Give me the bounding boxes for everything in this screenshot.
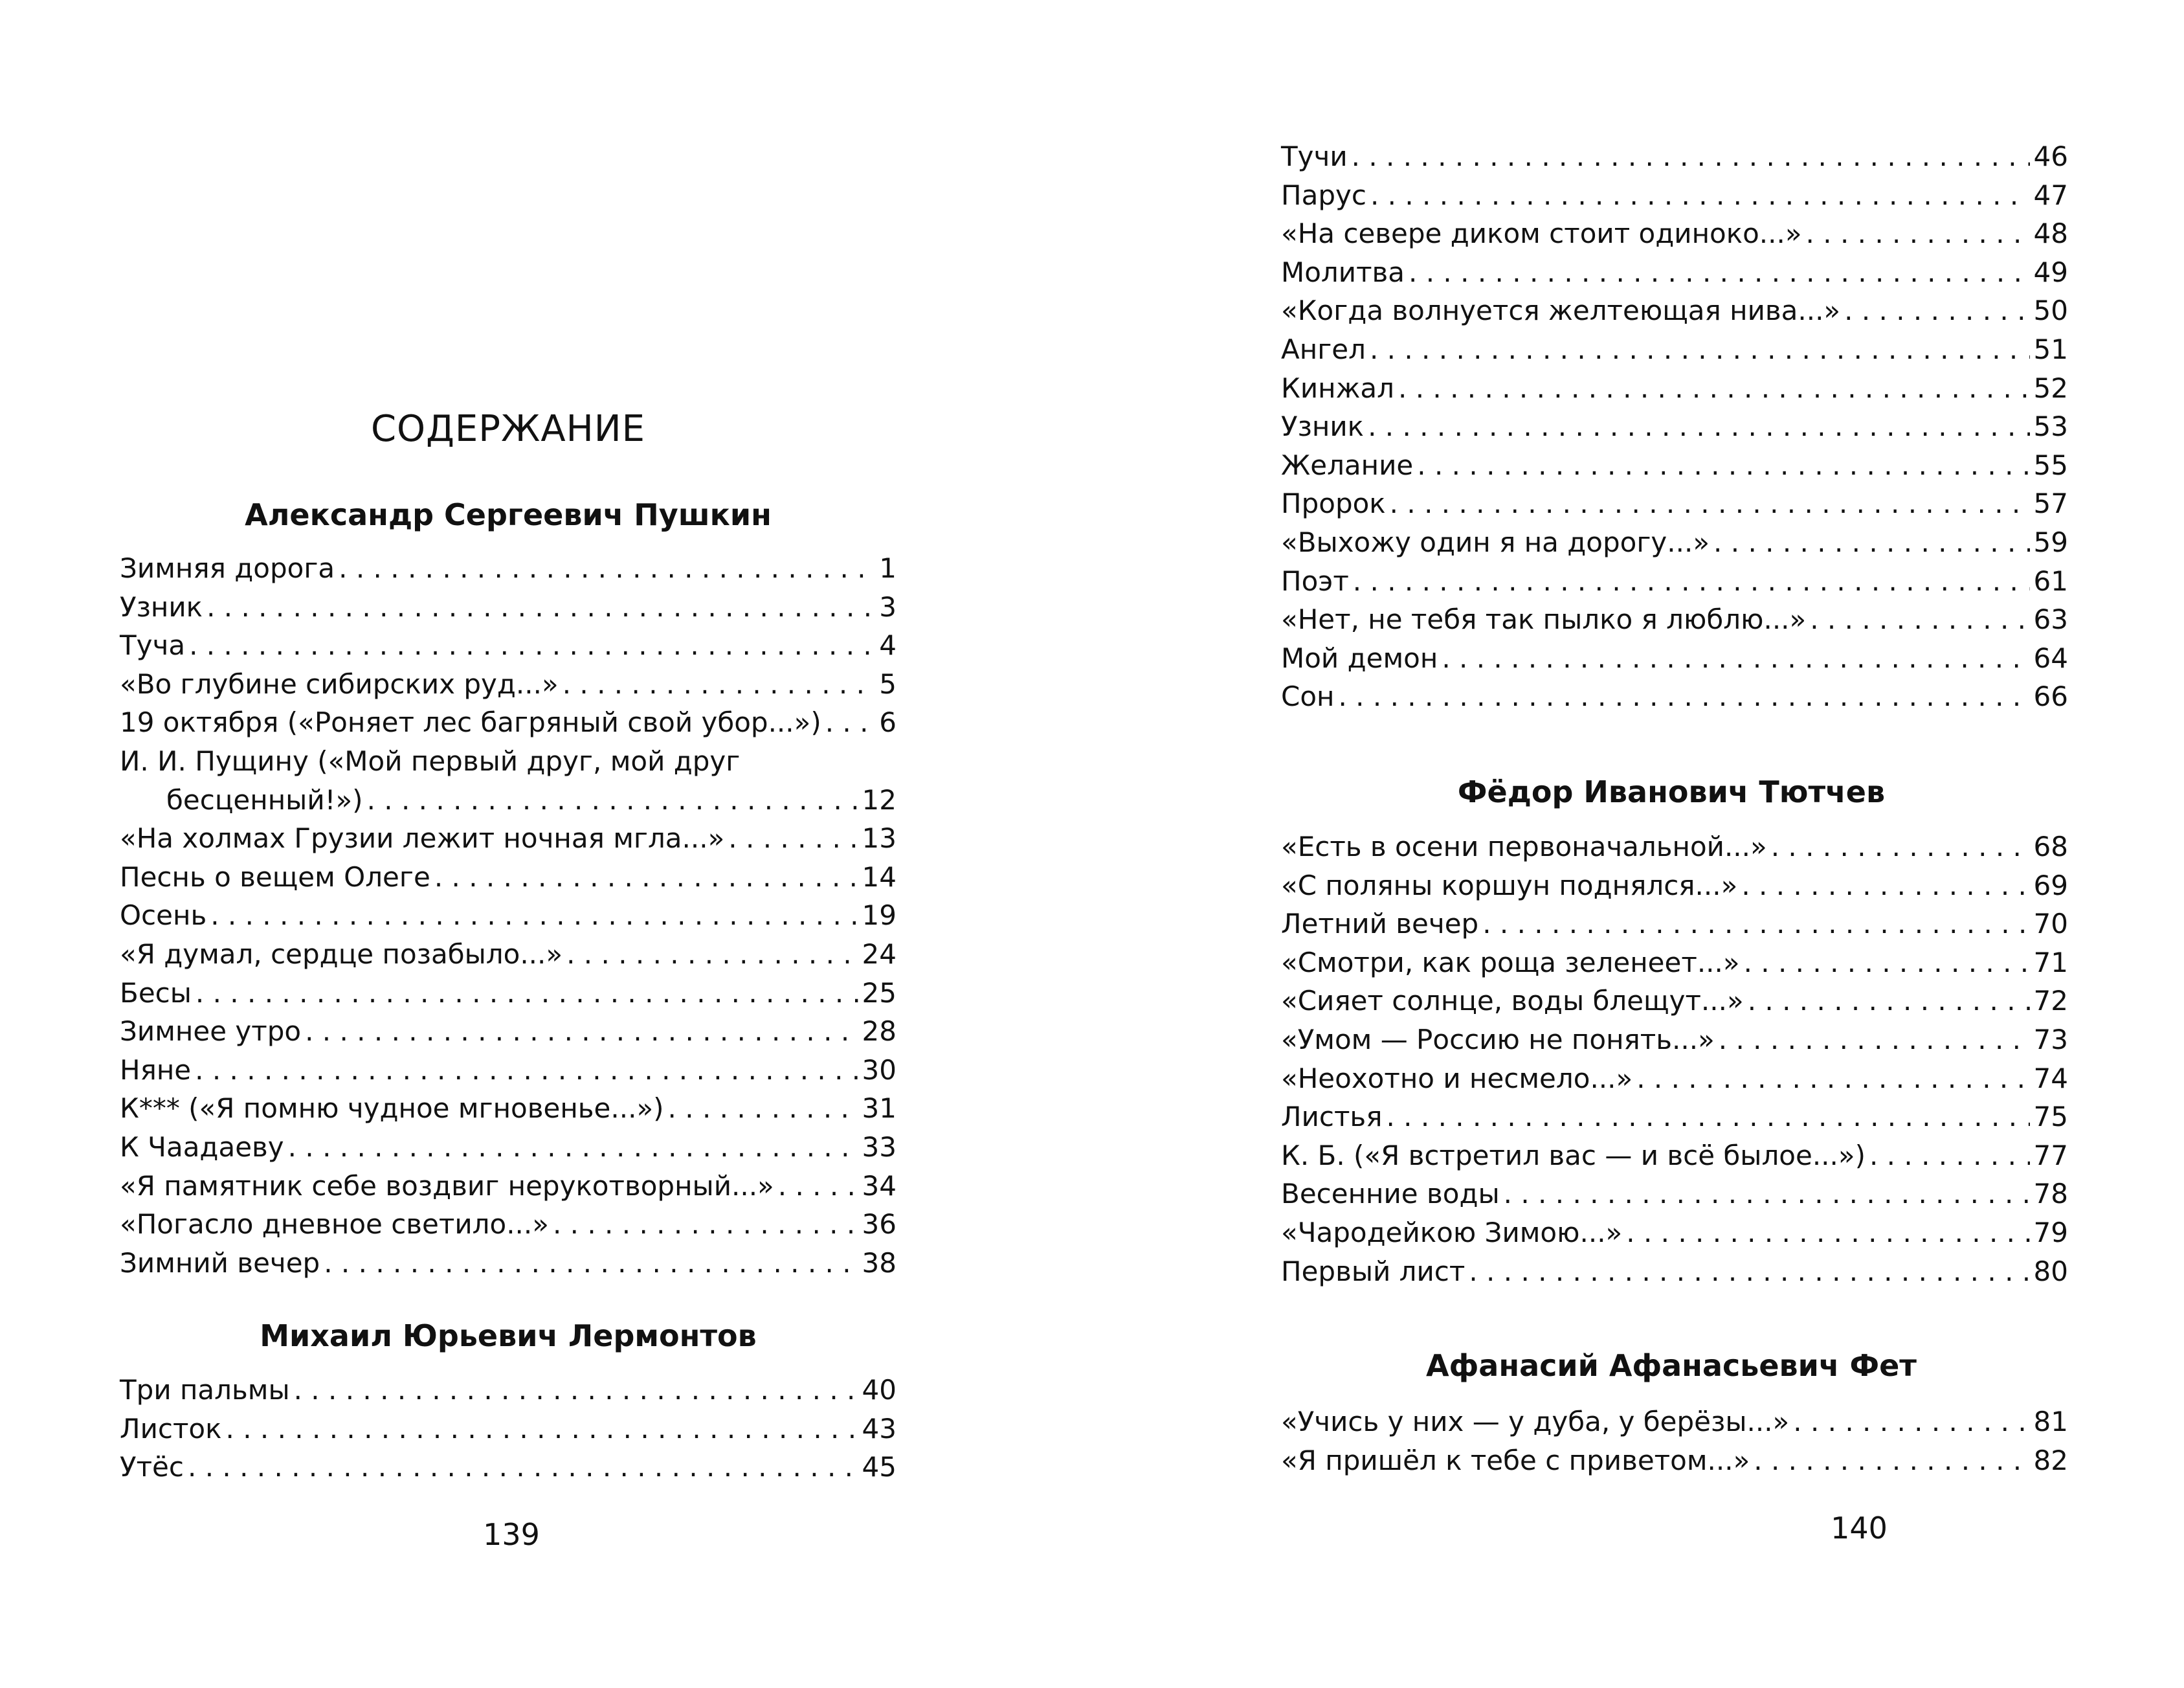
- toc-entry-title: «Чародейкою Зимою...»: [1281, 1216, 1623, 1248]
- toc-entry: [120, 781, 897, 820]
- toc-entry-page: 82: [2033, 1444, 2068, 1476]
- toc-entry-title-continued: бесценный!»): [166, 783, 363, 816]
- dot-leader: [324, 1244, 858, 1283]
- dot-leader: [434, 858, 858, 897]
- dot-leader: [1469, 1252, 2029, 1291]
- author-heading-tyutchev: Фёдор Иванович Тютчев: [1457, 774, 1886, 809]
- toc-entry-title: Зимнее утро: [120, 1015, 302, 1048]
- dot-leader: [1793, 1402, 2029, 1441]
- dot-leader: [294, 1371, 858, 1410]
- toc-entry: [1281, 1252, 2068, 1291]
- toc-entry-page: 78: [2033, 1178, 2068, 1210]
- toc-entry: [1281, 446, 2068, 485]
- dot-leader: [367, 781, 858, 820]
- toc-entry-title: Сон: [1281, 681, 1335, 713]
- toc-entry-page: 63: [2033, 603, 2068, 636]
- toc-entry-page: 69: [2033, 869, 2068, 901]
- toc-entry-title: «Неохотно и несмело...»: [1281, 1062, 1633, 1094]
- dot-leader: [305, 1012, 858, 1051]
- toc-entry-title: Летний вечер: [1281, 908, 1479, 940]
- toc-entry-title: «Когда волнуется желтеющая нива...»: [1281, 295, 1841, 327]
- toc-entry-page: 40: [862, 1374, 897, 1406]
- toc-entry: [1281, 600, 2068, 639]
- dot-leader: [1748, 982, 2030, 1020]
- dot-leader: [553, 1205, 858, 1244]
- toc-entry-title: «Есть в осени первоначальной...»: [1281, 831, 1767, 862]
- toc-entry-page: 12: [862, 783, 897, 816]
- toc-entry-title: «Смотри, как роща зеленеет...»: [1281, 946, 1740, 978]
- toc-entry-title: К Чаадаеву: [120, 1131, 284, 1163]
- toc-entry: [120, 1205, 897, 1244]
- toc-entry-page: 50: [2033, 295, 2068, 327]
- toc-entry-page: 52: [2033, 372, 2068, 404]
- dot-leader: [189, 626, 875, 665]
- dot-leader: [566, 935, 858, 974]
- toc-entry-page: 30: [862, 1053, 897, 1086]
- toc-entry-title: И. И. Пущину («Мой первый друг, мой друг: [120, 745, 741, 777]
- toc-entry-title: Тучи: [1281, 141, 1348, 172]
- author-heading-fet: Афанасий Афанасьевич Фет: [1426, 1348, 1917, 1383]
- dot-leader: [728, 819, 858, 858]
- toc-entry: [120, 974, 897, 1013]
- toc-list-lermontov-continued: [1281, 137, 2068, 716]
- toc-entry-page: 46: [2033, 141, 2068, 172]
- toc-entry: [1281, 827, 2068, 866]
- toc-entry-title: «Выхожу один я на дорогу...»: [1281, 526, 1710, 558]
- toc-list-fet: [1281, 1402, 2068, 1480]
- toc-entry-title: Зимняя дорога: [120, 552, 335, 584]
- toc-entry: [1281, 253, 2068, 292]
- toc-entry-title-line: [120, 742, 897, 781]
- toc-entry-title: «Я думал, сердце позабыло...»: [120, 938, 563, 970]
- toc-list-pushkin: [120, 549, 897, 1282]
- toc-entry: [120, 703, 897, 742]
- toc-entry-title: Три пальмы: [120, 1374, 290, 1406]
- toc-entry-page: 74: [2033, 1062, 2068, 1094]
- toc-entry-title: Листья: [1281, 1101, 1383, 1133]
- toc-entry-page: 24: [862, 938, 897, 970]
- dot-leader: [1353, 562, 2030, 601]
- toc-entry-title: Поэт: [1281, 565, 1349, 597]
- toc-entry-page: 45: [862, 1451, 897, 1483]
- toc-entry-page: 6: [879, 706, 897, 739]
- toc-entry-title: «Во глубине сибирских руд...»: [120, 668, 559, 700]
- dot-leader: [1417, 446, 2029, 485]
- toc-entry-page: 13: [862, 822, 897, 855]
- toc-entry-title: К*** («Я помню чудное мгновенье...»): [120, 1092, 664, 1125]
- toc-entry-page: 51: [2033, 333, 2068, 365]
- toc-entry-title: Утёс: [120, 1451, 184, 1483]
- dot-leader: [1869, 1136, 2030, 1175]
- toc-entry-title: Желание: [1281, 449, 1414, 481]
- toc-entry: [1281, 484, 2068, 523]
- dot-leader: [778, 1167, 858, 1206]
- toc-entry-page: 47: [2033, 179, 2068, 211]
- dot-leader: [825, 703, 876, 742]
- dot-leader: [1719, 1020, 2030, 1059]
- toc-entry-page: 34: [862, 1169, 897, 1202]
- toc-entry: [1281, 639, 2068, 678]
- toc-entry-title: Парус: [1281, 179, 1366, 211]
- toc-entry: [1281, 176, 2068, 215]
- toc-entry-page: 53: [2033, 411, 2068, 443]
- toc-entry-page: 71: [2033, 946, 2068, 978]
- toc-entry-title: Бесы: [120, 976, 192, 1009]
- contents-heading: СОДЕРЖАНИЕ: [370, 408, 646, 450]
- toc-entry-page: 4: [879, 629, 897, 662]
- toc-entry-page: 77: [2033, 1139, 2068, 1171]
- toc-entry-title: «Нет, не тебя так пылко я люблю...»: [1281, 603, 1807, 636]
- toc-entry: [1281, 1020, 2068, 1059]
- dot-leader: [563, 665, 876, 704]
- toc-entry-page: 19: [862, 899, 897, 932]
- toc-entry: [1281, 1402, 2068, 1441]
- toc-entry: [1281, 866, 2068, 905]
- dot-leader: [1352, 137, 2030, 176]
- toc-list-lermontov: [120, 1371, 897, 1487]
- toc-entry-title: «На севере диком стоит одиноко...»: [1281, 218, 1802, 250]
- toc-entry: [1281, 369, 2068, 408]
- dot-leader: [1626, 1213, 2029, 1252]
- toc-entry-page: 66: [2033, 681, 2068, 713]
- toc-entry-title: Зимний вечер: [120, 1246, 320, 1279]
- toc-entry: [1281, 905, 2068, 943]
- page-number: 140: [1831, 1511, 1888, 1546]
- toc-entry: [120, 1128, 897, 1167]
- toc-entry: [1281, 523, 2068, 562]
- toc-entry-page: 55: [2033, 449, 2068, 481]
- dot-leader: [288, 1128, 858, 1167]
- toc-list-tyutchev: [1281, 827, 2068, 1290]
- toc-entry-page: 81: [2033, 1406, 2068, 1437]
- toc-entry: [1281, 214, 2068, 253]
- toc-entry: [1281, 407, 2068, 446]
- dot-leader: [1744, 943, 2030, 982]
- toc-entry: [1281, 982, 2068, 1020]
- toc-entry-title: Няне: [120, 1053, 192, 1086]
- toc-entry-title: Мой демон: [1281, 642, 1438, 674]
- toc-entry-title: Песнь о вещем Олеге: [120, 861, 430, 893]
- toc-entry-title: «Учись у них — у дуба, у берёзы...»: [1281, 1406, 1790, 1437]
- toc-entry: [120, 1051, 897, 1090]
- toc-entry-page: 25: [862, 976, 897, 1009]
- toc-entry-page: 72: [2033, 985, 2068, 1017]
- dot-leader: [1482, 905, 2029, 943]
- toc-entry-title: Туча: [120, 629, 186, 662]
- toc-entry-page: 79: [2033, 1216, 2068, 1248]
- toc-entry: [1281, 330, 2068, 369]
- dot-leader: [668, 1089, 858, 1128]
- toc-entry-title: Весенние воды: [1281, 1178, 1500, 1210]
- toc-entry-page: 75: [2033, 1101, 2068, 1133]
- toc-entry-page: 33: [862, 1131, 897, 1163]
- dot-leader: [226, 1410, 858, 1448]
- author-heading-pushkin: Александр Сергеевич Пушкин: [245, 497, 772, 532]
- dot-leader: [1386, 1097, 2029, 1136]
- dot-leader: [1810, 600, 2029, 639]
- dot-leader: [195, 974, 858, 1013]
- dot-leader: [1370, 330, 2030, 369]
- author-heading-lermontov: Михаил Юрьевич Лермонтов: [260, 1318, 757, 1353]
- toc-entry: [1281, 137, 2068, 176]
- toc-entry-page: 57: [2033, 488, 2068, 520]
- dot-leader: [1771, 827, 2030, 866]
- toc-entry: [120, 858, 897, 897]
- dot-leader: [188, 1448, 858, 1487]
- toc-entry: [120, 626, 897, 665]
- toc-entry-page: 3: [879, 591, 897, 623]
- toc-entry-page: 5: [879, 668, 897, 700]
- toc-entry: [120, 665, 897, 704]
- right-page: [1092, 0, 2184, 1688]
- page-number: 139: [483, 1517, 540, 1552]
- toc-entry-title: «С поляны коршун поднялся...»: [1281, 869, 1738, 901]
- dot-leader: [1368, 407, 2029, 446]
- toc-entry-title: Узник: [120, 591, 203, 623]
- toc-entry: [120, 549, 897, 588]
- toc-entry: [1281, 1213, 2068, 1252]
- toc-entry: [120, 935, 897, 974]
- toc-entry-title: Кинжал: [1281, 372, 1394, 404]
- toc-entry: [120, 896, 897, 935]
- toc-entry-title: К. Б. («Я встретил вас — и всё былое...»): [1281, 1139, 1866, 1171]
- toc-entry: [1281, 1441, 2068, 1480]
- toc-entry-title: Осень: [120, 899, 207, 932]
- toc-entry-title: Листок: [120, 1412, 222, 1445]
- dot-leader: [1390, 484, 2030, 523]
- dot-leader: [1713, 523, 2030, 562]
- toc-entry-page: 61: [2033, 565, 2068, 597]
- toc-entry: [1281, 677, 2068, 716]
- toc-entry: [120, 1410, 897, 1448]
- toc-entry-page: 1: [879, 552, 897, 584]
- toc-entry: [120, 1089, 897, 1128]
- dot-leader: [1806, 214, 2030, 253]
- toc-entry-title: Ангел: [1281, 333, 1366, 365]
- dot-leader: [1741, 866, 2029, 905]
- toc-entry: [120, 588, 897, 627]
- toc-entry-title: «Сияет солнце, воды блещут...»: [1281, 985, 1744, 1017]
- toc-entry-title: 19 октября («Роняет лес багряный свой убор...»): [120, 706, 821, 739]
- toc-entry-page: 49: [2033, 256, 2068, 288]
- toc-entry: [120, 1244, 897, 1283]
- toc-entry: [1281, 1059, 2068, 1098]
- toc-entry: [1281, 562, 2068, 601]
- toc-entry: [1281, 1175, 2068, 1213]
- toc-entry: [120, 819, 897, 858]
- dot-leader: [1636, 1059, 2029, 1098]
- toc-entry-title: «Я памятник себе воздвиг нерукотворный...»: [120, 1169, 774, 1202]
- toc-entry-page: 73: [2033, 1023, 2068, 1055]
- toc-entry-title: Первый лист: [1281, 1255, 1465, 1287]
- toc-entry: [120, 1371, 897, 1410]
- dot-leader: [1442, 639, 2029, 678]
- toc-entry-title: Молитва: [1281, 256, 1405, 288]
- dot-leader: [1504, 1175, 2030, 1213]
- dot-leader: [339, 549, 875, 588]
- toc-entry-page: 70: [2033, 908, 2068, 940]
- toc-entry-title: «Умом — Россию не понять...»: [1281, 1023, 1715, 1055]
- toc-entry: [1281, 291, 2068, 330]
- dot-leader: [210, 896, 858, 935]
- toc-entry-title: «На холмах Грузии лежит ночная мгла...»: [120, 822, 725, 855]
- toc-entry-page: 48: [2033, 218, 2068, 250]
- dot-leader: [1338, 677, 2029, 716]
- toc-entry-page: 28: [862, 1015, 897, 1048]
- toc-entry-page: 64: [2033, 642, 2068, 674]
- toc-entry: [1281, 1136, 2068, 1175]
- dot-leader: [1844, 291, 2029, 330]
- toc-entry-title: Узник: [1281, 411, 1365, 443]
- dot-leader: [1409, 253, 2030, 292]
- toc-entry-page: 68: [2033, 831, 2068, 862]
- dot-leader: [206, 588, 875, 627]
- toc-entry-page: 38: [862, 1246, 897, 1279]
- dot-leader: [195, 1051, 858, 1090]
- dot-leader: [1370, 176, 2030, 215]
- toc-entry-title: «Я пришёл к тебе с приветом...»: [1281, 1444, 1750, 1476]
- toc-entry-page: 80: [2033, 1255, 2068, 1287]
- toc-entry: [1281, 943, 2068, 982]
- toc-entry-page: 59: [2033, 526, 2068, 558]
- toc-entry-page: 36: [862, 1208, 897, 1241]
- toc-entry-page: 43: [862, 1412, 897, 1445]
- dot-leader: [1754, 1441, 2029, 1480]
- dot-leader: [1398, 369, 2030, 408]
- toc-entry-title: Пророк: [1281, 488, 1386, 520]
- toc-entry: [1281, 1097, 2068, 1136]
- toc-entry-page: 14: [862, 861, 897, 893]
- toc-entry: [120, 1167, 897, 1206]
- toc-entry: [120, 1012, 897, 1051]
- toc-entry: [120, 1448, 897, 1487]
- toc-entry-title: «Погасло дневное светило...»: [120, 1208, 549, 1241]
- toc-entry-page: 31: [862, 1092, 897, 1125]
